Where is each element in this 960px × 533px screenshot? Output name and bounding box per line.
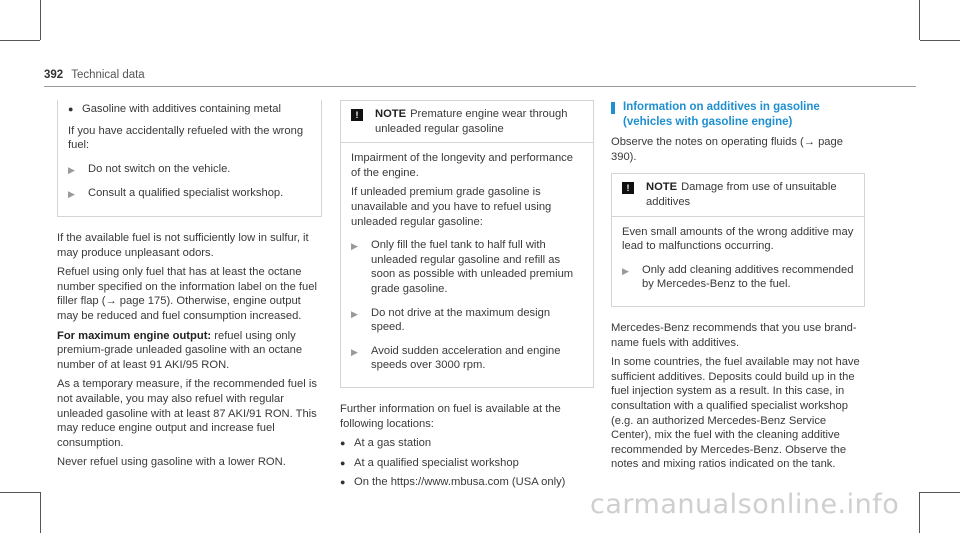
crop-mark bbox=[40, 0, 41, 40]
note-header bbox=[612, 174, 864, 216]
paragraph: As a temporary measure, if the recommended fuel is not available, you may also refuel with regular unleaded gasoline with at least 87 AKI/91 RON. This may reduce engine output and increase fuel consumption. bbox=[57, 378, 317, 449]
arrow-right-icon: ▶ bbox=[622, 265, 629, 276]
note-box bbox=[340, 100, 594, 388]
step-item: ▶ Only fill the fuel tank to half full with unleaded regular gasoline and refill as soon as possible with unleaded premium grade gasoline. bbox=[351, 239, 574, 295]
warning-icon: ! bbox=[351, 109, 363, 121]
fuel-warning-box bbox=[57, 100, 322, 217]
paragraph: Refuel using only fuel that has at least the octane number specified on the information label on the fuel filler flap (→ page 175). Otherwise, engine output may be reduced and fuel consumption increased. bbox=[57, 266, 317, 322]
crop-mark bbox=[0, 492, 40, 493]
arrow-right-icon: ▶ bbox=[68, 189, 75, 200]
list-item[interactable] bbox=[340, 475, 594, 490]
heading-marker bbox=[611, 102, 615, 114]
middle-column bbox=[340, 100, 594, 495]
wrong-fuel-intro: If you have accidentally refueled with the wrong fuel: bbox=[68, 124, 304, 152]
paragraph: Further information on fuel is available at the following locations: bbox=[340, 402, 561, 430]
paragraph: For maximum engine output: refuel using only premium-grade unleaded gasoline with an octane number of at least 91 AKI/95 RON. bbox=[57, 329, 303, 371]
step-item: ▶ Do not drive at the maximum design speed. bbox=[351, 306, 551, 334]
crop-mark bbox=[0, 40, 40, 41]
section-title: Technical data bbox=[71, 69, 145, 81]
note-paragraph: If unleaded premium grade gasoline is unavailable and you have to refuel using unleaded regular gasoline: bbox=[351, 186, 552, 228]
page-number: 392 bbox=[44, 69, 64, 81]
section-heading bbox=[611, 100, 865, 134]
bullet-icon: ● bbox=[340, 477, 346, 488]
list-item: ● At a qualified specialist workshop bbox=[340, 456, 519, 469]
paragraph: If the available fuel is not sufficiently low in sulfur, it may produce unpleasant odors. bbox=[57, 231, 309, 259]
crop-mark bbox=[40, 492, 41, 533]
bullet-icon: ● bbox=[68, 104, 74, 114]
bullet-icon: ● bbox=[340, 438, 346, 449]
step-item: ▶ Avoid sudden acceleration and engine speeds over 3000 rpm. bbox=[351, 344, 561, 372]
crop-mark bbox=[920, 492, 960, 493]
arrow-right-icon: ▶ bbox=[351, 346, 358, 357]
note-title: Premature engine wear through unleaded regular gasoline bbox=[375, 108, 568, 135]
list-item: ● Gasoline with additives containing metal bbox=[68, 103, 281, 115]
note-paragraph: Impairment of the longevity and performance of the engine. bbox=[351, 152, 574, 179]
note-title: Damage from use of unsuitable additives bbox=[646, 181, 837, 208]
note-header bbox=[341, 101, 593, 143]
step-item: ▶ Do not switch on the vehicle. bbox=[68, 162, 311, 178]
paragraph: Mercedes-Benz recommends that you use brand-name fuels with additives. bbox=[611, 321, 857, 349]
crop-mark bbox=[920, 40, 960, 41]
step-item: ▶ Only add cleaning additives recommended by Mercedes-Benz to the fuel. bbox=[622, 263, 854, 291]
arrow-right-icon: ▶ bbox=[68, 164, 75, 175]
paragraph: In some countries, the fuel available may not have sufficient additives. Deposits could build up in the fuel injection system as a result. In this case, in consultation with a qualified specialist workshop (e.g. an authorized Mercedes-Benz Service Center), mix the fuel with the cleaning additive recommended by Mercedes-Benz. Observe the notes and mixing ratios indicated on the tank. bbox=[611, 356, 860, 471]
paragraph[interactable]: Observe the notes on operating fluids (→ page 390). bbox=[611, 136, 843, 163]
arrow-right-icon: ▶ bbox=[351, 241, 358, 252]
list-item: ● At a gas station bbox=[340, 437, 432, 450]
right-column bbox=[611, 100, 865, 477]
arrow-right-icon: ▶ bbox=[351, 308, 358, 319]
warning-icon: ! bbox=[622, 182, 634, 194]
note-paragraph: Even small amounts of the wrong additive may lead to malfunctions occurring. bbox=[622, 225, 854, 253]
heading-text: Information on additives in gasoline (vehicles with gasoline engine) bbox=[623, 101, 820, 128]
website-link[interactable]: On the https://www.mbusa.com (USA only) bbox=[354, 476, 566, 489]
crop-mark bbox=[919, 0, 920, 40]
note-box bbox=[611, 173, 865, 307]
watermark: carmanualsonline.info bbox=[590, 489, 900, 520]
note-label: NOTE bbox=[646, 181, 678, 194]
left-column bbox=[57, 100, 322, 475]
crop-mark bbox=[919, 492, 920, 533]
bullet-icon: ● bbox=[340, 457, 346, 468]
note-label: NOTE bbox=[375, 108, 407, 120]
header-divider bbox=[44, 86, 916, 87]
bold-lead: For maximum engine output: bbox=[57, 329, 212, 342]
page-header bbox=[44, 68, 145, 83]
paragraph: Never refuel using gasoline with a lower RON. bbox=[57, 456, 286, 469]
step-item: ▶ Consult a qualified specialist workshop. bbox=[68, 186, 311, 202]
